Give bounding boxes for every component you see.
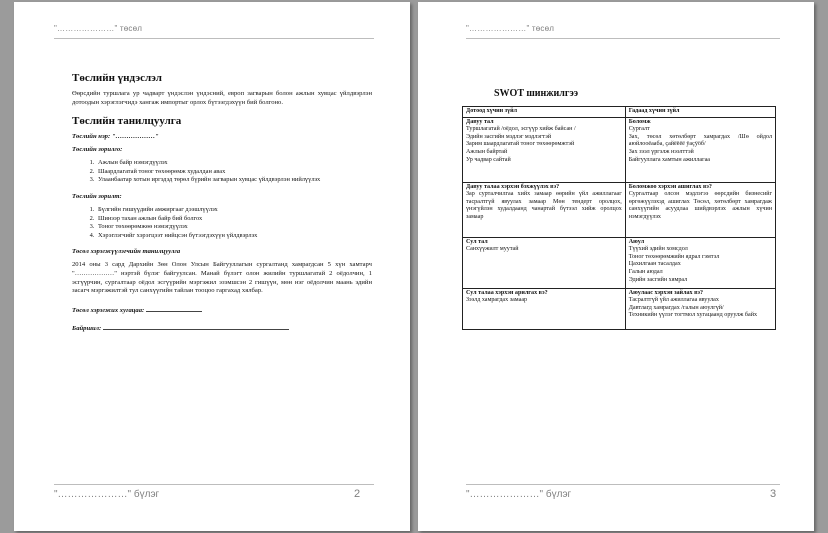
list-item: Ур чадвар сайтай [466, 156, 511, 163]
list-item: Санхүүжилт муутай [466, 246, 519, 253]
list-item: Тасралтгүй үйл ажиллагаа явуулах [628, 297, 719, 304]
column-header-external: Гадаад хүчин зүйл [625, 107, 775, 118]
location-row [72, 322, 372, 332]
table-row [463, 117, 776, 182]
objectives-label: Төслийн зорилт: [72, 192, 122, 200]
list-item: Зах, төсөл хөтөлбөрт хамрагдах /Шө ойдол аюйлооёааба, çайёёёё ÿaçÿöб/ [628, 133, 772, 148]
strengths-title: Давуу тал [466, 118, 494, 125]
page-number: 2 [354, 488, 361, 500]
swot-table [462, 106, 776, 330]
q-weaknesses-title: Сул талаа хэрхэн арилгах вэ? [466, 289, 548, 296]
q-weaknesses-cell [463, 288, 626, 329]
column-header-internal: Дотоод хүчин зүйл [463, 107, 626, 118]
header-divider [466, 38, 780, 39]
list-item: Галын аюдал [628, 268, 663, 275]
list-item: Техникийн үүлэг тогтмол хугацаанд оруулж байх [628, 312, 758, 319]
project-name-row [72, 133, 372, 140]
list-item: Сургалт [628, 126, 650, 133]
location-fill-line [103, 322, 289, 330]
list-item: 1. Бүлгийн гишүүдийн амжиргааг дээшлүүлэх [96, 206, 372, 215]
page-number: 3 [770, 488, 777, 500]
threats-cell [625, 237, 775, 288]
implementer-label: Төсөл хэрэгжүүлэгчийн танилцуулга [72, 248, 181, 256]
document-page-2 [14, 2, 410, 531]
goal-label: Төслийн зорилго: [72, 146, 123, 154]
table-row [463, 288, 776, 329]
list-item: Цахилгаан тасалдах [628, 261, 681, 268]
opportunities-cell [625, 117, 775, 182]
objectives-list [72, 206, 372, 240]
list-item: 1. Ажлын байр нэмэгдүүлэх [96, 159, 372, 168]
list-item: Туршлагатай /оёдол, эсгүүр хийж байсан / [466, 126, 576, 133]
q-weaknesses-text: Зээлд хамрагдах замаар [466, 297, 528, 304]
duration-label: Төсөл хэрэгжих хугацаа: [72, 306, 145, 314]
rationale-paragraph: Өөрсдийн туршлага ур чадварт үндэслэн үндэсний, европ загварын болон ажлын хувцас үйлдвэрлэн дотоодын хэрэглэгчидэ хангаж импортыг орлох бүтээгдэхүүн бий болгоно. [72, 90, 372, 106]
q-opportunities-text: Сургалтаар олсон мэдлэгээ өөрсдийн бизнесийг өргөжүүлэхэд ашиглах Төсөл, хөтөлбөрт хамрагдаж санхүүгийн асуудлаа шийдвэрлэх ажлын хүчин нэмэгдүүлэх [628, 191, 772, 220]
q-strengths-title: Давуу талаа хэрхэн бэхжүүлэх вэ? [466, 183, 560, 190]
list-item: Тоног төхөөрөмжийн ядрал гэмтэл [628, 253, 720, 260]
list-item: 2. Шинээр тахан ажлын байр бий болгох [96, 215, 372, 224]
swot-title: SWOT шинжилгээ [494, 88, 579, 99]
opportunities-title: Боломж [628, 118, 651, 125]
list-item: 2. Шаардлагатай тоног төхөөрөмж худалдан авах [96, 168, 372, 177]
footer-divider [466, 484, 780, 485]
list-item: Түүхий эдийн хомсдол [628, 246, 688, 253]
page-header: "…………………" төсөл [466, 24, 555, 33]
q-opportunities-cell [625, 182, 775, 237]
q-threats-title: Аюулаас хэрхэн зайлах вэ? [628, 289, 704, 296]
list-item: Зах зээл үргэлж нээлттэй [628, 148, 694, 155]
header-divider [54, 38, 374, 39]
q-opportunities-title: Боломжоо хэрхэн ашиглах вэ? [628, 183, 712, 190]
weaknesses-title: Сул тал [466, 238, 488, 245]
q-threats-cell [625, 288, 775, 329]
project-name-label: Төслийн нэр: [72, 133, 111, 141]
list-item: 3. Улаанбаатар хотын иргэдэд төрөл бүрийн загварын хувцас үйлдвэрлэн нийлүүлэх [96, 176, 372, 185]
page-footer: "…………………" бүлэг [466, 489, 572, 500]
location-label: Байршил: [72, 324, 102, 332]
page-body [72, 72, 372, 338]
list-item: Ажлын байртай [466, 148, 508, 155]
table-row [463, 182, 776, 237]
page-footer: "…………………" бүлэг [54, 489, 160, 500]
q-strengths-cell [463, 182, 626, 237]
list-item: 4. Хэрэглэгчийг хэрэгцээт нийцсэн бүтээгдэхүүн үйлдвэрлэх [96, 232, 372, 241]
page-header: "…………………" төсөл [54, 24, 143, 33]
table-row [463, 237, 776, 288]
list-item: Давтлагд хамрагдах /галын аюулгүй/ [628, 304, 724, 311]
list-item: Зарим шаардлагатай тоног төхөөрөмжтэй [466, 141, 575, 148]
section-title-introduction: Төслийн танилцуулга [72, 115, 182, 128]
goals-list [72, 159, 372, 185]
implementer-paragraph: 2014 оны 3 сард Дархийн Зөн Олон Улсын Байгууллагын сургалтанд хамрагдсан 5 хүн хамтарч "………………" нэртэй бүлэг байгуулсан. Манай бүлэгт олон жилийн туршлагатай 2 оёдолчин, 1 эсгүүрчин, сургалтаар оёдол эсгүүрийн мэргэжил эзэмшсэн 2 гишүүн, мөн нэг оёдолчин маань эдийн засагч мэргэжилтэй тул санхүүгийн тайлан тооцоо гаргахад хялбар. [72, 261, 372, 295]
duration-fill-line [146, 304, 202, 312]
list-item: Байгууллага хамтын ажиллагаа [628, 156, 710, 163]
duration-row [72, 304, 372, 314]
weaknesses-cell [463, 237, 626, 288]
list-item: Эдийн засгийн мэдлэг мэдлэгтэй [466, 133, 552, 140]
section-title-rationale: Төслийн үндэслэл [72, 72, 162, 84]
strengths-cell [463, 117, 626, 182]
table-header-row [463, 107, 776, 118]
threats-title: Аюул [628, 238, 645, 245]
document-page-3 [418, 2, 814, 531]
project-name-value: "………………" [111, 133, 159, 141]
list-item: 3. Тоног төхөөрөмжөө нэмэгдүүлэх [96, 223, 372, 232]
q-strengths-text: Зар сурталчилгаа хийх замаар өөрийн үйл ажиллагааг тасралтгүй явуулах замаар Мөн тендерт оролцох, үнэгүйлэн худалдаанд чанартай бүтээл хийж оролцох замаар [466, 191, 622, 220]
list-item: Эдийн засгийн хямрал [628, 276, 688, 283]
footer-divider [54, 484, 374, 485]
